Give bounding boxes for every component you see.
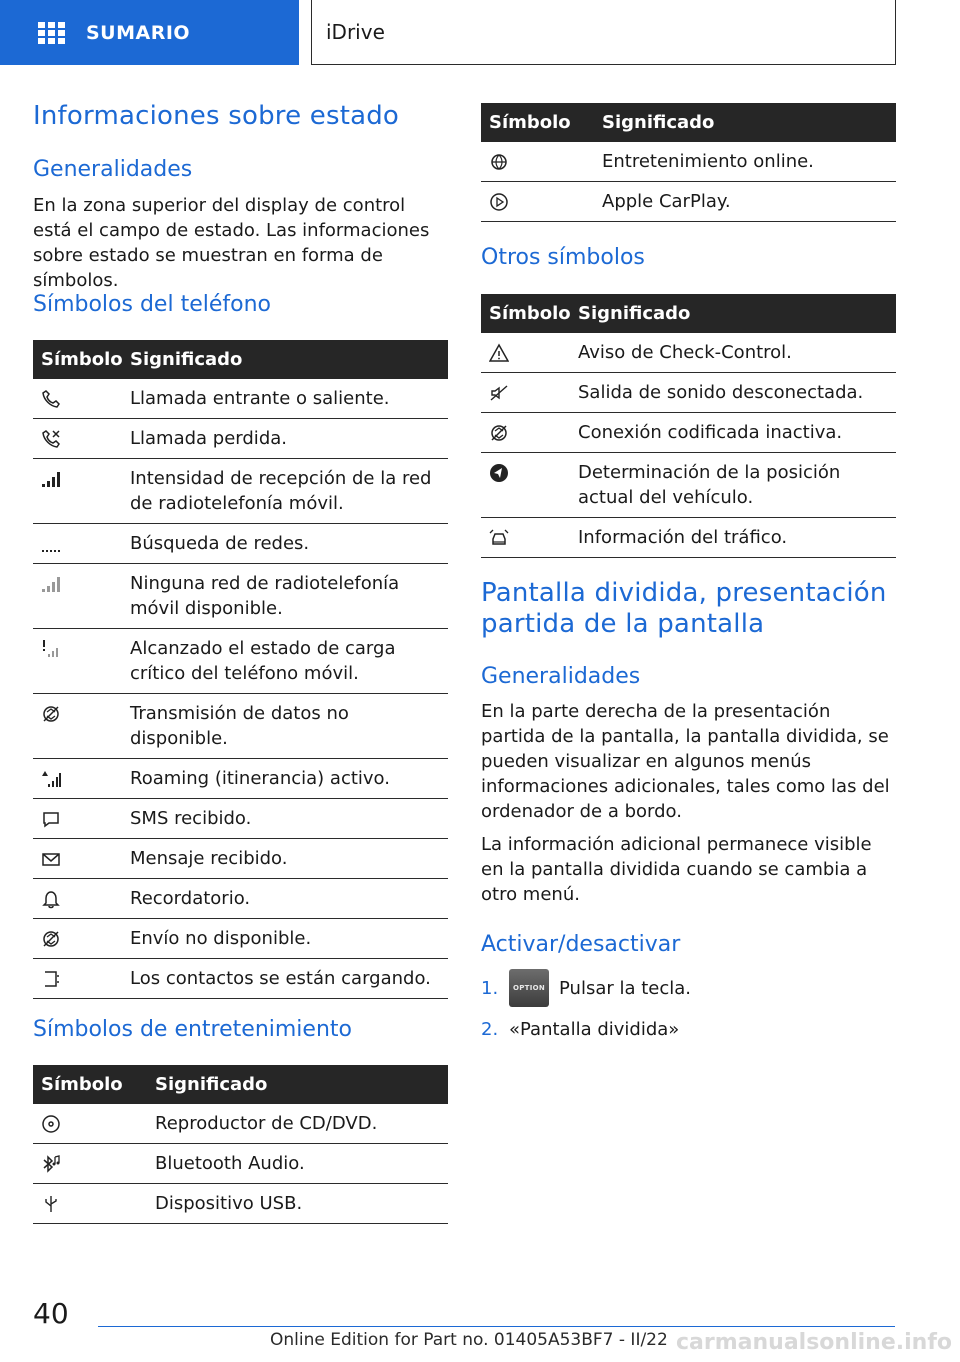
- section-title-status: Informaciones sobre estado: [33, 101, 400, 131]
- chapter-tab[interactable]: [311, 0, 896, 65]
- col-header-symbol: Símbolo: [33, 340, 122, 379]
- disc-icon: [41, 1114, 61, 1134]
- heading-split-generalidades: Generalidades: [481, 664, 641, 689]
- data-unavailable-icon: [41, 704, 61, 724]
- table-header-row: [481, 294, 896, 333]
- table-row: [33, 629, 448, 694]
- col-header-symbol: Símbolo: [481, 103, 594, 142]
- col-header-meaning: Significado: [570, 294, 896, 333]
- table-cell-meaning: Reproductor de CD/DVD.: [147, 1104, 448, 1144]
- table-cell-meaning: Los contactos se están cargando.: [122, 959, 448, 999]
- heading-generalidades: Generalidades: [33, 157, 193, 182]
- col-header-meaning: Significado: [147, 1065, 448, 1104]
- table-row: [33, 1184, 448, 1224]
- table-cell-meaning: SMS recibido.: [122, 799, 448, 839]
- option-key-label: OPTION: [512, 983, 546, 992]
- table-cell-meaning: Envío no disponible.: [122, 919, 448, 959]
- col-header-meaning: Significado: [594, 103, 896, 142]
- table-cell-meaning: Transmisión de datos no disponible.: [122, 694, 448, 759]
- phone-symbols-table: [33, 340, 448, 999]
- heading-entertainment-symbols: Símbolos de entretenimiento: [33, 1017, 352, 1042]
- table-cell-meaning: Recordatorio.: [122, 879, 448, 919]
- watermark: carmanualsonline.info: [676, 1330, 952, 1355]
- table-row: [33, 959, 448, 999]
- edition-text[interactable]: Online Edition for Part no. 01405A53BF7 - II/22: [270, 1330, 668, 1350]
- bell-icon: [41, 889, 61, 909]
- table-cell-meaning: Entretenimiento online.: [594, 142, 896, 182]
- section-title-split-screen: Pantalla dividida, presentación partida de la pantalla: [481, 578, 887, 639]
- footer-divider: [98, 1326, 895, 1327]
- col-header-symbol: Símbolo: [481, 294, 570, 333]
- status-intro-text: En la zona superior del display de control está el campo de estado. Las informaciones sobre estado se muestran en forma de símbolos.: [33, 195, 430, 291]
- traffic-icon: [489, 528, 509, 548]
- table-row: [33, 879, 448, 919]
- table-cell-meaning: Salida de sonido desconectada.: [570, 373, 896, 413]
- table-cell-meaning: Búsqueda de redes.: [122, 524, 448, 564]
- network-search-icon: [41, 534, 61, 554]
- page-number: 40: [33, 1297, 69, 1330]
- table-cell-meaning: Información del tráfico.: [570, 518, 896, 558]
- entertainment-symbols-table: [33, 1065, 448, 1224]
- table-row: [481, 373, 896, 413]
- missed-call-icon: [41, 429, 61, 449]
- step-text: «Pantalla dividida»: [509, 1019, 680, 1040]
- option-key-button[interactable]: [509, 969, 549, 1007]
- split-additional-text: La información adicional permanece visible en la pantalla dividida cuando se cambia a otro menú.: [481, 834, 872, 905]
- table-cell-meaning: Bluetooth Audio.: [147, 1144, 448, 1184]
- table-row: [481, 518, 896, 558]
- roaming-icon: [41, 769, 61, 789]
- table-cell-meaning: Llamada entrante o saliente.: [122, 379, 448, 419]
- col-header-symbol: Símbolo: [33, 1065, 147, 1104]
- table-cell-meaning: Alcanzado el estado de carga crítico del teléfono móvil.: [122, 629, 448, 694]
- signal-strength-icon: [41, 469, 61, 489]
- table-row: [33, 839, 448, 879]
- encryption-inactive-icon: [489, 423, 509, 443]
- heading-activate: Activar/desactivar: [481, 932, 681, 957]
- no-network-icon: [41, 574, 61, 594]
- send-unavailable-icon: [41, 929, 61, 949]
- bluetooth-audio-icon: [41, 1154, 61, 1174]
- table-row: [481, 142, 896, 182]
- table-header-row: [33, 340, 448, 379]
- table-cell-meaning: Llamada perdida.: [122, 419, 448, 459]
- table-row: [481, 182, 896, 222]
- entertainment-symbols-table-continued: [481, 103, 896, 222]
- table-header-row: [33, 1065, 448, 1104]
- envelope-icon: [41, 849, 61, 869]
- table-cell-meaning: Intensidad de recepción de la red de radiotelefonía móvil.: [122, 459, 448, 524]
- position-icon: [489, 463, 509, 483]
- table-cell-meaning: Apple CarPlay.: [594, 182, 896, 222]
- table-row: [481, 413, 896, 453]
- other-symbols-table: [481, 294, 896, 558]
- col-header-meaning: Significado: [122, 340, 448, 379]
- footer-edition-link[interactable]: [270, 1330, 668, 1350]
- table-row: [33, 1144, 448, 1184]
- table-row: [481, 453, 896, 518]
- step-number: 2.: [481, 1019, 499, 1040]
- table-cell-meaning: Conexión codificada inactiva.: [570, 413, 896, 453]
- table-row: [33, 694, 448, 759]
- step-2: [481, 1017, 679, 1042]
- table-cell-meaning: Roaming (itinerancia) activo.: [122, 759, 448, 799]
- low-battery-icon: [41, 639, 61, 659]
- usb-icon: [41, 1194, 61, 1214]
- table-row: [33, 419, 448, 459]
- contacts-loading-icon: [41, 969, 61, 989]
- table-row: [33, 524, 448, 564]
- chapter-label: iDrive: [326, 20, 385, 44]
- table-cell-meaning: Determinación de la posición actual del vehículo.: [570, 453, 896, 518]
- table-cell-meaning: Aviso de Check-Control.: [570, 333, 896, 373]
- step-text: Pulsar la tecla.: [559, 977, 692, 999]
- split-intro-text: En la parte derecha de la presentación partida de la pantalla, la pantalla dividida, se pueden visualizar en algunos menús informaciones adicionales, tales como las del ordenador de a bordo.: [481, 701, 890, 822]
- table-row: [33, 759, 448, 799]
- table-cell-meaning: Dispositivo USB.: [147, 1184, 448, 1224]
- grid-menu-icon: [38, 22, 66, 44]
- sumario-button[interactable]: [0, 0, 299, 65]
- table-row: [33, 919, 448, 959]
- table-row: [33, 459, 448, 524]
- heading-phone-symbols: Símbolos del teléfono: [33, 292, 271, 317]
- sms-icon: [41, 809, 61, 829]
- carplay-icon: [489, 192, 509, 212]
- step-1: [481, 969, 691, 1007]
- table-row: [33, 1104, 448, 1144]
- heading-other-symbols: Otros símbolos: [481, 245, 645, 270]
- audio-off-icon: [489, 383, 509, 403]
- phone-icon: [41, 389, 61, 409]
- table-cell-meaning: Mensaje recibido.: [122, 839, 448, 879]
- table-header-row: [481, 103, 896, 142]
- table-cell-meaning: Ninguna red de radiotelefonía móvil disponible.: [122, 564, 448, 629]
- step-number: 1.: [481, 977, 499, 999]
- online-entertainment-icon: [489, 152, 509, 172]
- table-row: [33, 379, 448, 419]
- table-row: [481, 333, 896, 373]
- table-row: [33, 799, 448, 839]
- sumario-label: SUMARIO: [86, 21, 191, 44]
- table-row: [33, 564, 448, 629]
- warning-triangle-icon: [489, 343, 509, 363]
